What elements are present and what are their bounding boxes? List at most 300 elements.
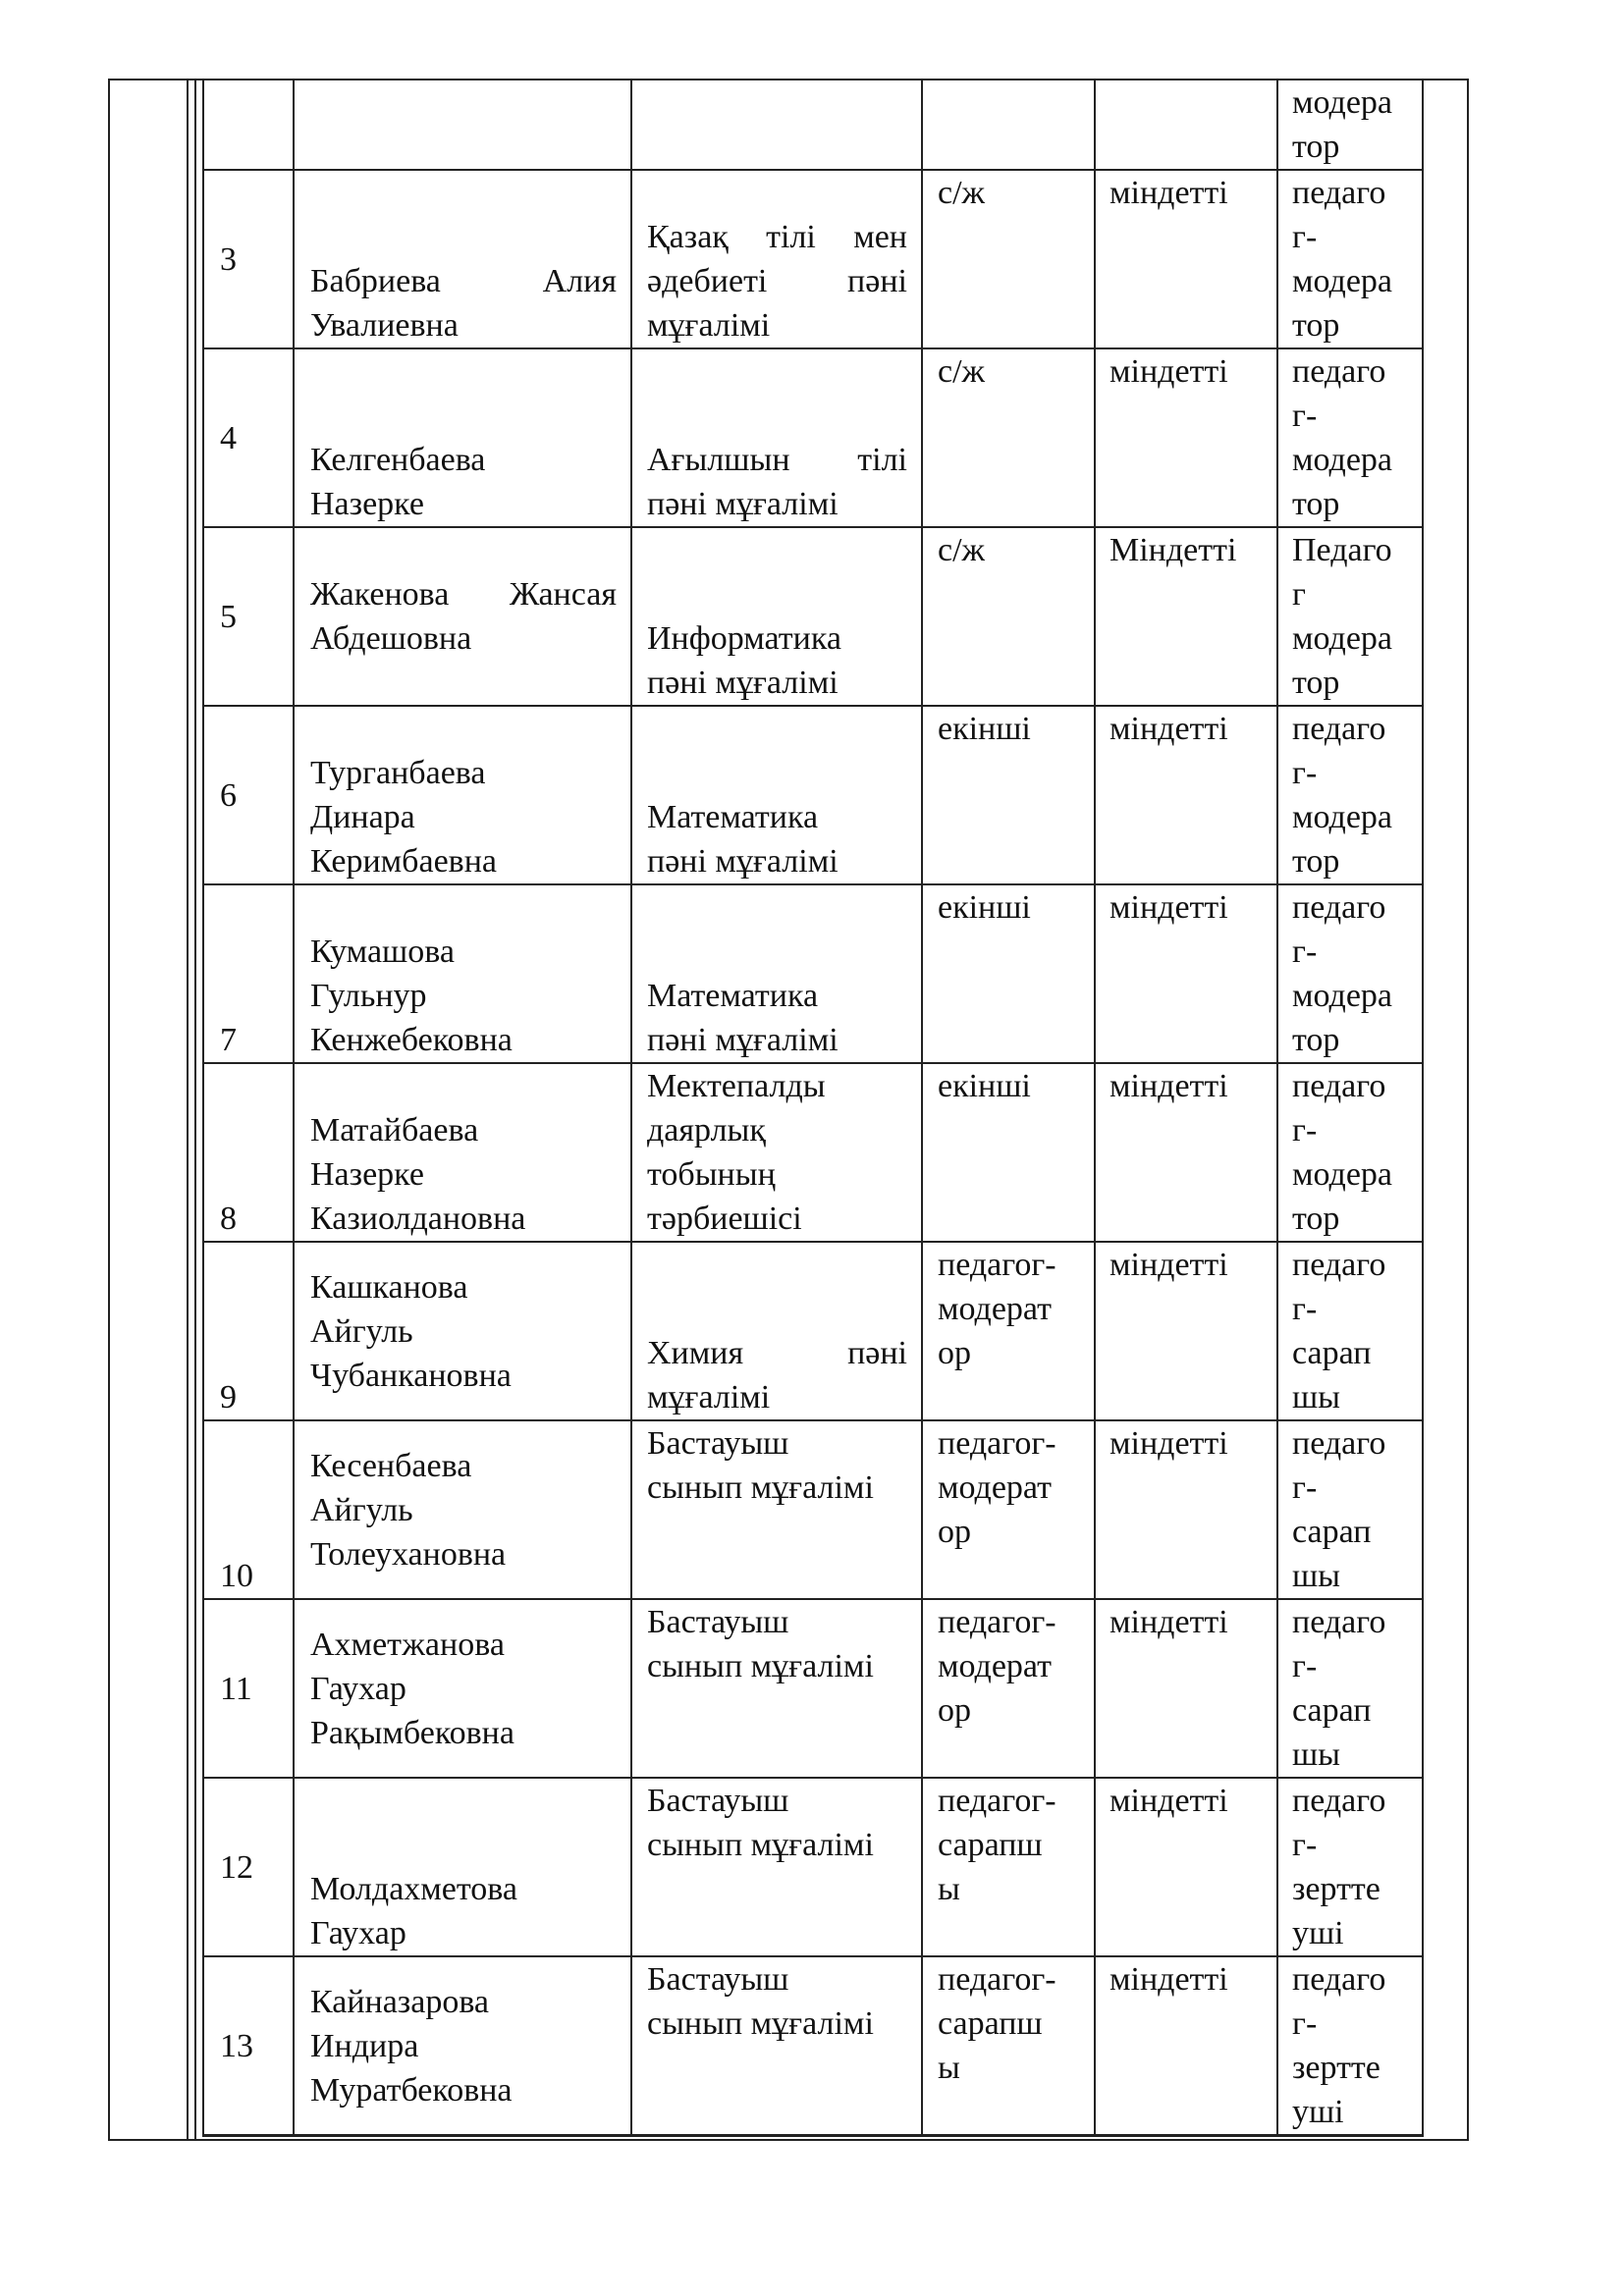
status-cell <box>1095 1956 1277 2136</box>
category-text: екінші <box>938 711 1031 747</box>
text-line: педагог- <box>938 1247 1056 1283</box>
category-cell <box>922 1420 1095 1599</box>
text-line: тор <box>1292 1201 1340 1237</box>
target-category <box>1278 528 1422 705</box>
num-cell <box>203 884 294 1063</box>
status-cell <box>1095 170 1277 348</box>
teacher-subject <box>632 1243 921 1419</box>
row-number <box>204 528 293 705</box>
row-number <box>204 707 293 883</box>
text-line: сынып мұғалімі <box>647 1469 874 1506</box>
category-cell <box>922 80 1095 170</box>
attestation-status <box>1096 1421 1276 1598</box>
outer-frame-left <box>108 79 110 2140</box>
row-number-text: 10 <box>220 1558 253 1594</box>
row-number <box>204 1779 293 1955</box>
category-cell <box>922 527 1095 706</box>
text-line: Математика <box>647 978 819 1014</box>
teacher-name <box>295 1421 630 1598</box>
num-cell <box>203 706 294 884</box>
result-text <box>1278 80 1422 169</box>
attestation-status <box>1096 1600 1276 1777</box>
status-text: міндетті <box>1110 175 1228 211</box>
text-line: тор <box>1292 843 1340 880</box>
target-category <box>1278 349 1422 526</box>
current-category <box>923 1064 1094 1241</box>
text-line: педаго <box>1292 711 1386 747</box>
table-row <box>203 348 1423 527</box>
text-line: модера <box>1292 263 1393 299</box>
text-line: зертте <box>1292 1871 1380 1907</box>
table-row <box>203 1599 1423 1778</box>
text-line: Ағылшын тілі <box>647 442 907 478</box>
result-cell <box>1277 706 1423 884</box>
result-cell <box>1277 348 1423 527</box>
category-text: екінші <box>938 1068 1031 1104</box>
subject-cell <box>631 706 922 884</box>
current-category <box>923 1421 1094 1598</box>
table-row <box>203 527 1423 706</box>
status-text: міндетті <box>1110 1247 1228 1283</box>
text-line: педаго <box>1292 1961 1386 1998</box>
text-line: тобының <box>647 1156 776 1193</box>
text-line: Ахметжанова <box>310 1626 505 1663</box>
status-cell <box>1095 1599 1277 1778</box>
text-line: тор <box>1292 1022 1340 1058</box>
text-line: сынып мұғалімі <box>647 2005 874 2042</box>
outer-frame-inner-left-1 <box>187 79 189 2140</box>
num-cell <box>203 80 294 170</box>
table-row <box>203 1956 1423 2136</box>
text-line: модера <box>1292 84 1393 121</box>
text-line: Молдахметова <box>310 1871 518 1907</box>
num-cell <box>203 1420 294 1599</box>
current-category <box>923 1957 1094 2134</box>
table-row <box>203 1778 1423 1956</box>
text-line: сарап <box>1292 1692 1372 1729</box>
status-text: міндетті <box>1110 1425 1228 1462</box>
text-line: Рақымбековна <box>310 1714 514 1751</box>
text-line: Математика <box>647 799 819 835</box>
subject-cell <box>631 348 922 527</box>
row-number-text: 12 <box>220 1848 253 1886</box>
num-cell <box>203 527 294 706</box>
teacher-name <box>295 1243 630 1419</box>
num-cell <box>203 348 294 527</box>
subject-cell <box>631 527 922 706</box>
status-cell <box>1095 1242 1277 1420</box>
text-line: педагог- <box>938 1961 1056 1998</box>
target-category <box>1278 1421 1422 1598</box>
text-line: Турганбаева <box>310 755 486 791</box>
name-cell <box>294 1599 631 1778</box>
text-line: Увалиевна <box>310 307 459 344</box>
status-cell <box>1095 1778 1277 1956</box>
text-line: г- <box>1292 1469 1318 1506</box>
teacher-name <box>295 1600 630 1777</box>
text-line: г- <box>1292 1291 1318 1327</box>
text-line: пәні мұғалімі <box>647 1022 839 1058</box>
text-line: Кашканова <box>310 1268 468 1306</box>
target-category <box>1278 171 1422 347</box>
status-cell <box>1095 527 1277 706</box>
table-row <box>203 884 1423 1063</box>
text-line: сарап <box>1292 1514 1372 1550</box>
status-cell <box>1095 80 1277 170</box>
status-cell <box>1095 884 1277 1063</box>
text-line: Айгуль <box>310 1312 413 1350</box>
text-line: Чубанкановна <box>310 1357 512 1394</box>
teacher-subject <box>632 707 921 883</box>
current-category <box>923 528 1094 705</box>
text-line: Гаухар <box>310 1915 406 1951</box>
name-cell <box>294 706 631 884</box>
text-line: мұғалімі <box>647 1379 771 1415</box>
result-cell <box>1277 1599 1423 1778</box>
status-text: міндетті <box>1110 353 1228 390</box>
result-cell <box>1277 1242 1423 1420</box>
category-cell <box>922 706 1095 884</box>
text-line: сарапш <box>938 2005 1043 2042</box>
text-line: зертте <box>1292 2050 1380 2086</box>
category-text: с/ж <box>938 532 986 568</box>
current-category <box>923 1600 1094 1777</box>
text-line: модерат <box>938 1648 1052 1684</box>
subject-cell <box>631 170 922 348</box>
teacher-name <box>295 349 630 526</box>
text-line: Бастауыш <box>647 1604 789 1640</box>
result-cell <box>1277 527 1423 706</box>
text-line: Гульнур <box>310 978 427 1014</box>
text-line: ы <box>938 1871 960 1907</box>
target-category <box>1278 1064 1422 1241</box>
subject-cell <box>631 1778 922 1956</box>
text-line: педагог- <box>938 1425 1056 1462</box>
num-cell <box>203 1599 294 1778</box>
subject-cell <box>631 1420 922 1599</box>
text-line: ор <box>938 1514 971 1550</box>
status-cell <box>1095 348 1277 527</box>
status-text: міндетті <box>1110 1068 1228 1104</box>
teacher-subject <box>632 885 921 1062</box>
status-text: міндетті <box>1110 711 1228 747</box>
row-number <box>204 349 293 526</box>
target-category <box>1278 1779 1422 1955</box>
text-line: г <box>1292 576 1306 613</box>
result-cell <box>1277 1778 1423 1956</box>
row-number <box>204 171 293 347</box>
text-line: пәні мұғалімі <box>647 486 839 522</box>
name-cell <box>294 1778 631 1956</box>
text-line: г- <box>1292 1112 1318 1148</box>
category-text: екінші <box>938 889 1031 926</box>
category-cell <box>922 1778 1095 1956</box>
result-cell <box>1277 80 1423 170</box>
teacher-name <box>295 171 630 347</box>
status-text: міндетті <box>1110 1604 1228 1640</box>
text-line: г- <box>1292 219 1318 255</box>
text-line: сарапш <box>938 1827 1043 1863</box>
current-category <box>923 349 1094 526</box>
teacher-subject <box>632 1779 921 1955</box>
teacher-name <box>295 1957 630 2134</box>
text-line: Жакенова Жансая <box>310 576 617 613</box>
category-cell <box>922 170 1095 348</box>
attestation-status <box>1096 528 1276 705</box>
name-cell <box>294 1063 631 1242</box>
target-category <box>1278 1600 1422 1777</box>
outer-frame-inner-left-2 <box>194 79 196 2140</box>
text-line: модера <box>1292 978 1393 1014</box>
text-line: педаго <box>1292 1068 1386 1104</box>
name-cell <box>294 348 631 527</box>
text-line: Гаухар <box>310 1670 406 1707</box>
row-number-text: 9 <box>220 1379 237 1415</box>
table-row <box>203 706 1423 884</box>
text-line: г- <box>1292 1827 1318 1863</box>
attestation-status <box>1096 349 1276 526</box>
subject-cell <box>631 1242 922 1420</box>
num-cell <box>203 1242 294 1420</box>
row-number-text: 4 <box>220 419 237 456</box>
attestation-status <box>1096 707 1276 883</box>
text-line: сарап <box>1292 1335 1372 1371</box>
text-line: тор <box>1292 665 1340 701</box>
text-line: модера <box>1292 442 1393 478</box>
row-number <box>204 1957 293 2134</box>
subject-cell <box>631 1599 922 1778</box>
row-number-text: 13 <box>220 2027 253 2064</box>
category-cell <box>922 1063 1095 1242</box>
text-line: модера <box>1292 1156 1393 1193</box>
text-line: даярлық <box>647 1112 766 1148</box>
target-category <box>1278 885 1422 1062</box>
category-text: с/ж <box>938 353 986 390</box>
status-text: Міндетті <box>1110 532 1237 568</box>
attestation-status <box>1096 885 1276 1062</box>
result-cell <box>1277 1063 1423 1242</box>
text-line: Абдешовна <box>310 620 472 657</box>
staff-attestation-table <box>202 79 1424 2137</box>
text-line: Педаго <box>1292 532 1392 568</box>
text-line: педаго <box>1292 1425 1386 1462</box>
result-cell <box>1277 1956 1423 2136</box>
attestation-status <box>1096 1243 1276 1419</box>
text-line: уші <box>1292 1915 1344 1951</box>
text-line: сынып мұғалімі <box>647 1648 874 1684</box>
text-line: педаго <box>1292 1783 1386 1819</box>
result-cell <box>1277 1420 1423 1599</box>
text-line: Матайбаева <box>310 1112 479 1148</box>
text-line: сынып мұғалімі <box>647 1827 874 1863</box>
outer-frame-right <box>1467 79 1469 2140</box>
name-cell <box>294 170 631 348</box>
result-cell <box>1277 170 1423 348</box>
attestation-status <box>1096 1064 1276 1241</box>
category-cell <box>922 1956 1095 2136</box>
text-line: пәні мұғалімі <box>647 843 839 880</box>
num-cell <box>203 1778 294 1956</box>
text-line: г- <box>1292 934 1318 970</box>
text-line: тор <box>1292 486 1340 522</box>
row-number <box>204 885 293 1062</box>
status-text: міндетті <box>1110 1783 1228 1819</box>
text-line: Айгуль <box>310 1491 413 1528</box>
text-line: Бабриева Алия <box>310 263 617 299</box>
text-line: Толеухановна <box>310 1535 507 1573</box>
teacher-name <box>295 1779 630 1955</box>
text-line: модера <box>1292 799 1393 835</box>
text-line: г- <box>1292 398 1318 434</box>
text-line: модерат <box>938 1291 1052 1327</box>
text-line: ор <box>938 1692 971 1729</box>
name-cell <box>294 80 631 170</box>
text-line: модерат <box>938 1469 1052 1506</box>
text-line: уші <box>1292 2094 1344 2130</box>
teacher-subject <box>632 1957 921 2134</box>
text-line: педаго <box>1292 175 1386 211</box>
teacher-subject <box>632 349 921 526</box>
current-category <box>923 707 1094 883</box>
teacher-name <box>295 528 630 705</box>
text-line: Бастауыш <box>647 1425 789 1462</box>
attestation-status <box>1096 1779 1276 1955</box>
row-number <box>204 1600 293 1777</box>
name-cell <box>294 527 631 706</box>
subject-cell <box>631 1956 922 2136</box>
text-line: ор <box>938 1335 971 1371</box>
text-line: шы <box>1292 1736 1341 1773</box>
num-cell <box>203 170 294 348</box>
text-line: педаго <box>1292 353 1386 390</box>
teacher-subject <box>632 1421 921 1598</box>
table-row <box>203 1420 1423 1599</box>
target-category <box>1278 1957 1422 2134</box>
category-cell <box>922 348 1095 527</box>
table-row-continuation <box>203 80 1423 170</box>
status-cell <box>1095 1420 1277 1599</box>
text-line: Келгенбаева <box>310 442 486 478</box>
text-line: тәрбиешісі <box>647 1201 802 1237</box>
current-category <box>923 1243 1094 1419</box>
table-row <box>203 1063 1423 1242</box>
text-line: шы <box>1292 1558 1341 1594</box>
name-cell <box>294 1420 631 1599</box>
teacher-name <box>295 1064 630 1241</box>
row-number-text: 5 <box>220 598 237 635</box>
attestation-status <box>1096 1957 1276 2134</box>
teacher-subject <box>632 1600 921 1777</box>
row-number-text: 11 <box>220 1670 252 1707</box>
category-cell <box>922 884 1095 1063</box>
text-line: Бастауыш <box>647 1961 789 1998</box>
text-line: педагог- <box>938 1783 1056 1819</box>
text-line: әдебиеті пәні <box>647 263 907 299</box>
row-number-text: 3 <box>220 240 237 278</box>
text-line: Химия пәні <box>647 1335 907 1371</box>
subject-cell <box>631 80 922 170</box>
category-text: с/ж <box>938 175 986 211</box>
text-line: тор <box>1292 307 1340 344</box>
current-category <box>923 171 1094 347</box>
status-text: міндетті <box>1110 1961 1228 1998</box>
text-line: г- <box>1292 2005 1318 2042</box>
text-line: педаго <box>1292 889 1386 926</box>
num-cell <box>203 1063 294 1242</box>
text-line: шы <box>1292 1379 1341 1415</box>
status-cell <box>1095 1063 1277 1242</box>
target-category <box>1278 1243 1422 1419</box>
teacher-subject <box>632 1064 921 1241</box>
text-line: Динара <box>310 799 415 835</box>
row-number <box>204 1064 293 1241</box>
text-line: Муратбековна <box>310 2071 513 2109</box>
text-line: Кесенбаева <box>310 1447 472 1484</box>
text-line: Керимбаевна <box>310 843 498 880</box>
row-number-text: 7 <box>220 1022 237 1058</box>
text-line: педаго <box>1292 1247 1386 1283</box>
text-line: Информатика <box>647 620 841 657</box>
result-cell <box>1277 884 1423 1063</box>
current-category <box>923 1779 1094 1955</box>
text-line: г- <box>1292 1648 1318 1684</box>
status-cell <box>1095 706 1277 884</box>
text-line: Казиолдановна <box>310 1201 526 1237</box>
row-number-text: 6 <box>220 776 237 814</box>
teacher-name <box>295 707 630 883</box>
name-cell <box>294 1956 631 2136</box>
row-number <box>204 1243 293 1419</box>
table-row <box>203 170 1423 348</box>
category-cell <box>922 1599 1095 1778</box>
table-row <box>203 1242 1423 1420</box>
name-cell <box>294 1242 631 1420</box>
text-line: ы <box>938 2050 960 2086</box>
text-line: Кайназарова <box>310 1983 490 2020</box>
text-line: Кумашова <box>310 934 455 970</box>
text-line: педаго <box>1292 1604 1386 1640</box>
row-number-text: 8 <box>220 1201 237 1237</box>
status-text: міндетті <box>1110 889 1228 926</box>
teacher-subject <box>632 171 921 347</box>
num-cell <box>203 1956 294 2136</box>
text-line: Индира <box>310 2027 419 2064</box>
outer-frame-bottom <box>108 2139 1469 2141</box>
text-line: Назерке <box>310 1156 424 1193</box>
text-line: пәні мұғалімі <box>647 665 839 701</box>
subject-cell <box>631 1063 922 1242</box>
row-number <box>204 1421 293 1598</box>
text-line: Назерке <box>310 486 424 522</box>
text-line: Қазақ тілі мен <box>647 219 907 255</box>
text-line: модера <box>1292 620 1393 657</box>
text-line: Кенжебековна <box>310 1022 513 1058</box>
text-line: Мектепалды <box>647 1068 826 1104</box>
text-line: г- <box>1292 755 1318 791</box>
subject-cell <box>631 884 922 1063</box>
category-cell <box>922 1242 1095 1420</box>
text-line: мұғалімі <box>647 307 771 344</box>
teacher-name <box>295 885 630 1062</box>
target-category <box>1278 707 1422 883</box>
teacher-subject <box>632 528 921 705</box>
attestation-status <box>1096 171 1276 347</box>
current-category <box>923 885 1094 1062</box>
text-line: Бастауыш <box>647 1783 789 1819</box>
text-line: педагог- <box>938 1604 1056 1640</box>
text-line: тор <box>1292 129 1340 165</box>
name-cell <box>294 884 631 1063</box>
